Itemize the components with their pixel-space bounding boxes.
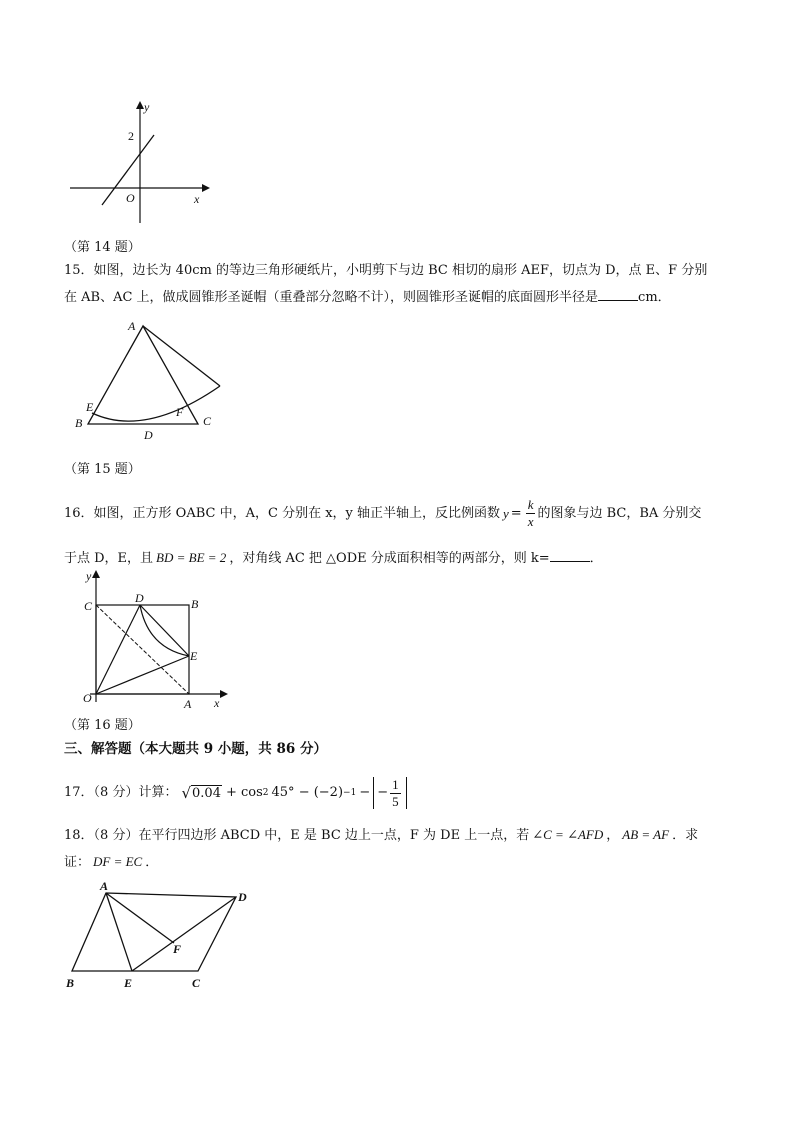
diagonal-ac: [96, 605, 189, 694]
q18-text-3: 证：: [64, 855, 91, 870]
q18-condition-3: DF = EC: [93, 854, 143, 869]
q16-text-2: 的图象与边 BC，BA 分别交: [537, 505, 702, 521]
q18-text-2: ．求: [672, 828, 699, 843]
label-b: B: [66, 976, 75, 990]
sqrt-argument: 0.04: [192, 785, 221, 801]
q16-frac-num: k: [527, 497, 534, 512]
section-title: 三、解答题（本大题共 9 小题，共 86 分）: [64, 741, 327, 757]
label-a: A: [100, 879, 109, 893]
side-af: [143, 326, 220, 386]
q15-figure: [70, 318, 230, 443]
segment-af: [106, 893, 174, 943]
q16-figure: [80, 568, 230, 708]
label-e: E: [190, 649, 198, 663]
q18-condition-1: ∠C = ∠AFD: [532, 827, 604, 842]
abs-value: [373, 777, 406, 809]
cos-angle: 45° − (−2): [271, 785, 344, 800]
q16-number: 16．: [64, 505, 94, 521]
q16-condition: BD = BE = 2: [156, 550, 227, 565]
q15-number: 15．: [64, 263, 94, 278]
q16-frac-den: x: [527, 514, 534, 529]
q15-text-1: 如图，边长为 40cm 的等边三角形硬纸片，小明剪下与边 BC 相切的扇形 AEF，切点为 D，点 E、F 分别: [93, 263, 708, 278]
q16-caption: （第 16 题）: [64, 718, 141, 733]
q15-unit: cm．: [638, 290, 671, 305]
cos-term: + cos: [225, 785, 263, 800]
q18-number: 18．（8 分）: [64, 828, 139, 843]
q18-figure: [60, 877, 260, 997]
arc-ef: [92, 386, 220, 421]
q16-answer-blank[interactable]: [550, 547, 590, 562]
label-d: D: [238, 890, 247, 904]
label-f: F: [176, 405, 184, 419]
q16-fraction: [526, 497, 536, 530]
q18-comma: ，: [606, 828, 620, 843]
q17-number: 17．（8 分）计算：: [64, 785, 178, 800]
label-a: A: [128, 319, 136, 333]
q18-text-4: ．: [145, 855, 159, 870]
abs-minus: −: [377, 785, 389, 800]
q17-line: [64, 774, 407, 812]
parallelogram-abcd: [72, 893, 236, 971]
label-y: y: [144, 100, 150, 114]
segment-ae: [106, 893, 132, 971]
label-e: E: [124, 976, 133, 990]
segment-od: [96, 605, 140, 694]
q17-fraction: [390, 777, 401, 810]
label-b: B: [75, 416, 83, 430]
label-o: O: [83, 691, 92, 705]
q15-line1: [64, 261, 707, 281]
q14-caption: （第 14 题）: [64, 240, 141, 255]
q15-text-2: 在 AB、AC 上，做成圆锥形圣诞帽（重叠部分忽略不计），则圆锥形圣诞帽的底面圆形半径是: [64, 290, 599, 305]
label-x: x: [194, 192, 200, 206]
label-2: 2: [128, 129, 134, 143]
x-axis-arrow: [220, 690, 228, 698]
label-c: C: [192, 976, 201, 990]
q16-text-3: 于点 D，E，且: [64, 551, 154, 566]
label-e: E: [86, 400, 94, 414]
label-f: F: [173, 942, 182, 956]
segment-de: [132, 897, 236, 971]
q16-text-4: ，对角线 AC 把 △ODE 分成面积相等的两部分，则 k=: [229, 551, 550, 566]
q14-figure: [60, 95, 220, 230]
q15-caption: （第 15 题）: [64, 462, 141, 477]
segment-de: [140, 605, 189, 656]
q16-line2: [64, 547, 603, 569]
q16-func-y: y: [503, 505, 509, 521]
power-exponent: −1: [343, 788, 357, 798]
minus-sign: −: [359, 785, 371, 800]
label-d: D: [144, 428, 153, 442]
q18-text-1: 在平行四边形 ABCD 中，E 是 BC 边上一点，F 为 DE 上一点，若: [138, 828, 530, 843]
label-o: O: [126, 191, 135, 205]
segment-oe: [96, 656, 189, 694]
label-y: y: [86, 569, 92, 583]
label-x: x: [214, 696, 220, 708]
cos-exponent: 2: [262, 788, 269, 798]
q16-func-eq: =: [510, 505, 522, 521]
label-a: A: [184, 697, 192, 708]
q15-answer-blank[interactable]: [598, 286, 638, 301]
sqrt-sign: √: [181, 784, 192, 802]
q17-frac-num: 1: [392, 776, 399, 792]
q17-frac-den: 5: [392, 793, 399, 809]
q18-line1: [64, 825, 698, 846]
label-c: C: [203, 414, 212, 428]
label-d: D: [135, 591, 144, 605]
x-axis-arrow: [202, 184, 210, 192]
label-c: C: [84, 599, 93, 613]
q16-text-1: 如图，正方形 OABC 中，A，C 分别在 x，y 轴正半轴上，反比例函数: [93, 505, 501, 521]
q16-line1: [64, 497, 701, 530]
q18-line2: [64, 852, 158, 873]
q15-line2: [64, 286, 671, 308]
label-b: B: [191, 597, 199, 611]
y-axis-arrow: [136, 101, 144, 109]
q18-condition-2: AB = AF: [622, 827, 670, 842]
y-axis-arrow: [92, 570, 100, 578]
q16-text-5: ．: [589, 551, 603, 566]
